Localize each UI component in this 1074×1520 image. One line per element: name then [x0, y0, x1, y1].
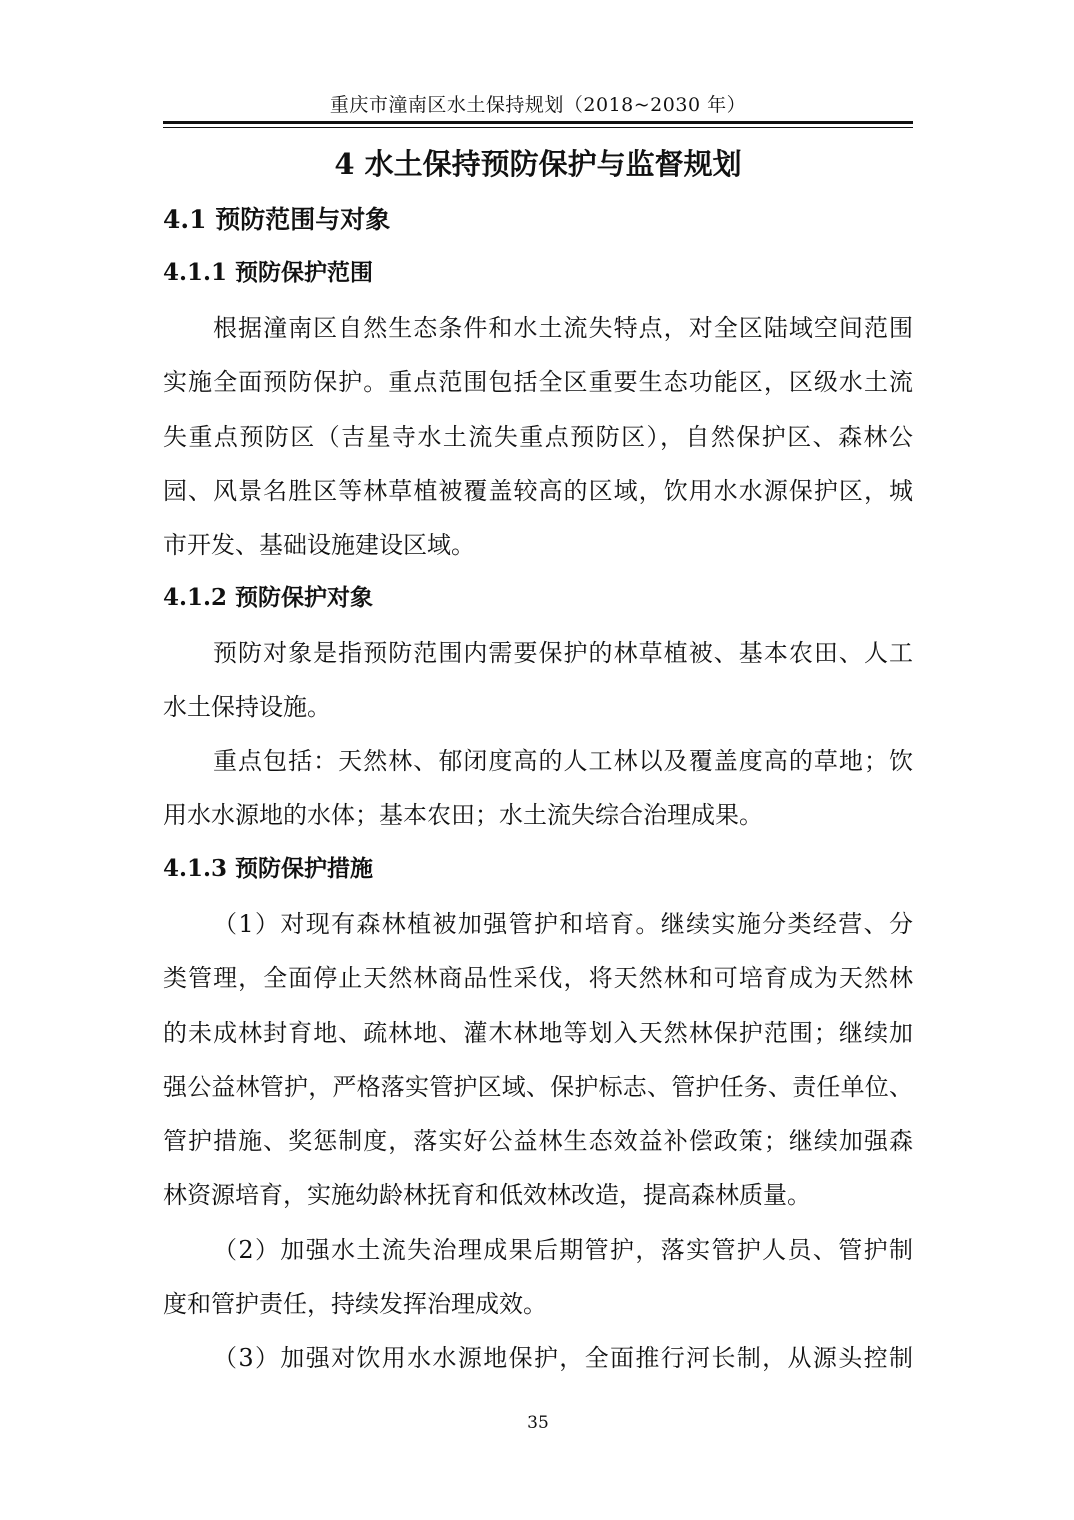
header-rule-secondary: [163, 127, 913, 128]
text-line: 管护措施、奖惩制度，落实好公益林生态效益补偿政策；继续加强森: [163, 1127, 913, 1156]
text-line: 度和管护责任，持续发挥治理成效。: [163, 1290, 547, 1319]
text-line: 水土保持设施。: [163, 693, 331, 722]
paragraph: [163, 1223, 913, 1332]
text-line: 强公益林管护，严格落实管护区域、保护标志、管护任务、责任单位、: [163, 1072, 913, 1101]
paragraph: [163, 626, 913, 735]
text-line: 重点包括：天然林、郁闭度高的人工林以及覆盖度高的草地；饮: [213, 747, 913, 775]
text-line: 用水水源地的水体；基本农田；水土流失综合治理成果。: [163, 801, 763, 830]
paragraph: [163, 301, 913, 572]
text-line: 市开发、基础设施建设区域。: [163, 531, 475, 560]
header-rule: [163, 121, 913, 124]
text-line: 实施全面预防保护。重点范围包括全区重要生态功能区，区级水土流: [163, 368, 913, 397]
subsection-heading: 4.1.3 预防保护措施: [163, 855, 374, 882]
paragraph: [163, 1331, 913, 1385]
page-number: 35: [527, 1413, 549, 1433]
text-line: 园、风景名胜区等林草植被覆盖较高的区域，饮用水水源保护区，城: [163, 476, 913, 505]
section-heading: 4.1 预防范围与对象: [163, 205, 391, 234]
subsection-heading: 4.1.1 预防保护范围: [163, 259, 374, 286]
text-line: （1）对现有森林植被加强管护和培育。继续实施分类经营、分: [213, 910, 913, 938]
text-line: 类管理，全面停止天然林商品性采伐，将天然林和可培育成为天然林: [163, 964, 913, 993]
paragraph: [163, 734, 913, 843]
text-line: （3）加强对饮用水水源地保护，全面推行河长制，从源头控制: [213, 1344, 913, 1372]
text-line: 根据潼南区自然生态条件和水土流失特点，对全区陆域空间范围: [213, 314, 913, 342]
text-line: 林资源培育，实施幼龄林抚育和低效林改造，提高森林质量。: [163, 1181, 811, 1210]
text-line: 预防对象是指预防范围内需要保护的林草植被、基本农田、人工: [213, 639, 913, 667]
text-line: 失重点预防区（吉星寺水土流失重点预防区），自然保护区、森林公: [163, 422, 913, 451]
running-header: 重庆市潼南区水土保持规划（2018~2030 年）: [329, 94, 747, 116]
text-line: （2）加强水土流失治理成果后期管护，落实管护人员、管护制: [213, 1236, 913, 1264]
paragraph: [163, 897, 913, 1223]
subsection-heading: 4.1.2 预防保护对象: [163, 584, 374, 611]
text-line: 的未成林封育地、疏林地、灌木林地等划入天然林保护范围；继续加: [163, 1018, 913, 1047]
chapter-title: 4 水土保持预防保护与监督规划: [334, 147, 742, 181]
